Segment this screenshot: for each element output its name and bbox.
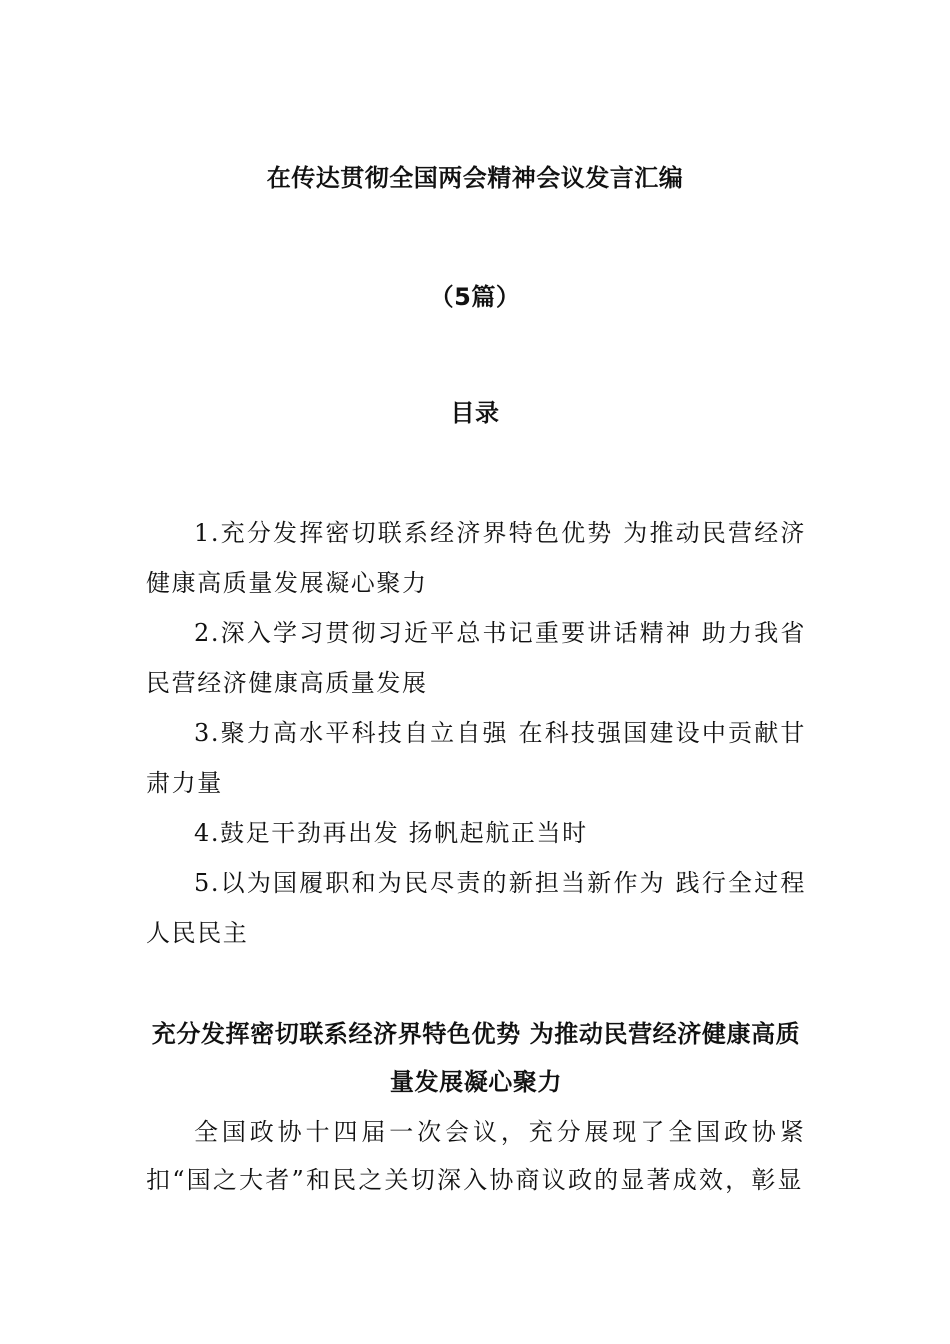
article-paragraph: 全国政协十四届一次会议，充分展现了全国政协紧扣“国之大者”和民之关切深入协商议政的显著成效，彰显 [146,1118,806,1194]
toc-item-2: 2.深入学习贯彻习近平总书记重要讲话精神 助力我省民营经济健康高质量发展 [146,619,806,697]
document-article-count: （5篇） [429,283,521,311]
document-title: 在传达贯彻全国两会精神会议发言汇编 [266,164,684,192]
toc-item-4: 4.鼓足干劲再出发 扬帆起航正当时 [194,819,588,847]
article-title: 充分发挥密切联系经济界特色优势 为推动民营经济健康高质量发展凝心聚力 [151,1020,801,1096]
table-of-contents [146,508,806,958]
toc-item-3: 3.聚力高水平科技自立自强 在科技强国建设中贡献甘肃力量 [146,719,806,797]
toc-heading: 目录 [450,399,500,427]
toc-item-5: 5.以为国履职和为民尽责的新担当新作为 践行全过程人民民主 [146,869,806,947]
toc-item-1: 1.充分发挥密切联系经济界特色优势 为推动民营经济健康高质量发展凝心聚力 [146,519,806,597]
